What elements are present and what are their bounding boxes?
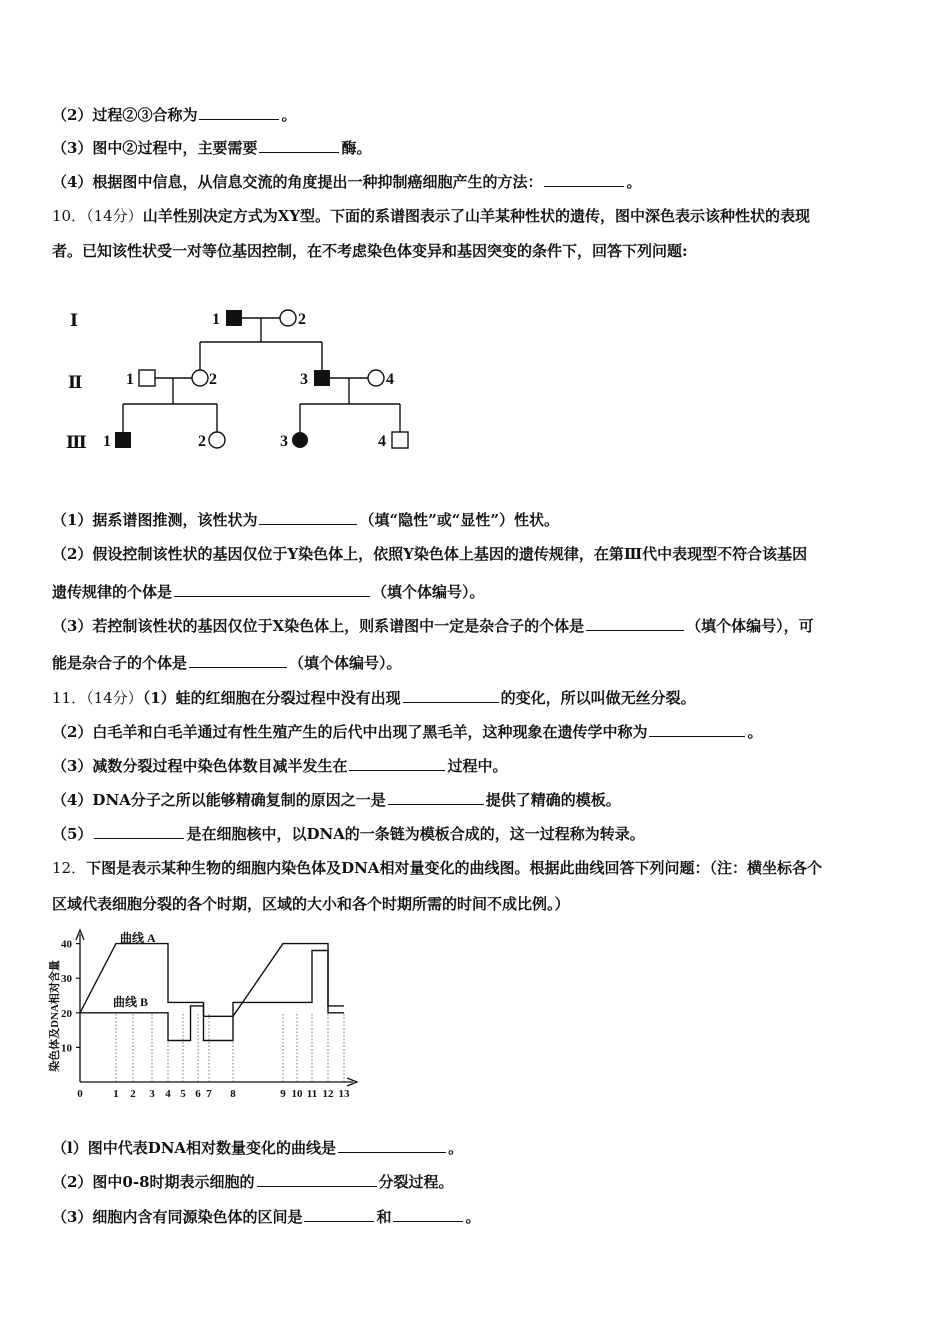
x-tick-label: 6 bbox=[195, 1088, 201, 1100]
individual-III-1-affected-male bbox=[115, 432, 131, 448]
q12-part-1: （l）图中代表DNA相对数量变化的曲线是 。 bbox=[52, 1139, 464, 1157]
answer-blank[interactable] bbox=[304, 1206, 374, 1222]
answer-blank[interactable] bbox=[393, 1206, 463, 1222]
q10-stem-1: 10．（14分）山羊性别决定方式为XY型。下面的系谱图表示了山羊某种性状的遗传，图中深色表示该种性状的表现 bbox=[52, 207, 811, 225]
individual-III-4-normal-male bbox=[392, 432, 408, 448]
individual-I-1-affected-male bbox=[226, 310, 242, 326]
q11-line-1: 11．（14分）（1）蛙的红细胞在分裂过程中没有出现 的变化，所以叫做无丝分裂。 bbox=[52, 689, 696, 707]
q12-stem-1: 12．下图是表示某种生物的细胞内染色体及DNA相对量变化的曲线图。根据此曲线回答下列问题：（注：横坐标各个 bbox=[52, 859, 822, 877]
label-II-2: 2 bbox=[209, 371, 217, 388]
answer-blank[interactable] bbox=[586, 615, 684, 631]
answer-blank[interactable] bbox=[388, 789, 484, 805]
label-I-2: 2 bbox=[298, 311, 306, 328]
x-tick-label: 1 bbox=[113, 1088, 119, 1100]
q11-line-4: （4）DNA分子之所以能够精确复制的原因之一是 提供了精确的模板。 bbox=[52, 791, 621, 809]
x-tick-label: 7 bbox=[206, 1088, 212, 1100]
answer-blank[interactable] bbox=[649, 721, 745, 737]
label-III-1: 1 bbox=[103, 433, 111, 450]
label-I-1: 1 bbox=[212, 311, 220, 328]
label-II-3: 3 bbox=[300, 371, 308, 388]
q9-line-4: （4）根据图中信息，从信息交流的角度提出一种抑制癌细胞产生的方法： 。 bbox=[52, 173, 642, 191]
series-b-label: 曲线 B bbox=[113, 995, 149, 1009]
individual-II-2-normal-female bbox=[192, 370, 208, 386]
x-tick-label: 12 bbox=[322, 1088, 334, 1100]
x-tick-label: 11 bbox=[306, 1088, 318, 1100]
chromosome-dna-chart bbox=[40, 922, 370, 1107]
q9-line-2: （2）过程②③合称为 。 bbox=[52, 106, 297, 124]
answer-blank[interactable] bbox=[259, 137, 339, 153]
answer-blank[interactable] bbox=[94, 823, 184, 839]
answer-blank[interactable] bbox=[189, 652, 287, 668]
q10-part-1: （1）据系谱图推测，该性状为 （填“隐性”或“显性”）性状。 bbox=[52, 511, 559, 529]
generation-3-label: Ⅲ bbox=[66, 433, 87, 452]
generation-2-label: Ⅱ bbox=[68, 373, 83, 392]
q9-line-3: （3）图中②过程中，主要需要 酶。 bbox=[52, 139, 372, 157]
answer-blank[interactable] bbox=[257, 1171, 377, 1187]
label-III-3: 3 bbox=[280, 433, 288, 450]
answer-blank[interactable] bbox=[199, 104, 279, 120]
q10-stem-2: 者。已知该性状受一对等位基因控制，在不考虑染色体变异和基因突变的条件下，回答下列问题: bbox=[52, 242, 688, 260]
x-tick-label: 4 bbox=[165, 1088, 171, 1100]
q10-part-3-line-1: （3）若控制该性状的基因仅位于X染色体上，则系谱图中一定是杂合子的个体是 （填个体编号），可 bbox=[52, 617, 814, 635]
label-III-4: 4 bbox=[378, 433, 386, 450]
q12-stem-2: 区域代表细胞分裂的各个时期，区域的大小和各个时期所需的时间不成比例。） bbox=[52, 895, 570, 913]
y-tick-label: 20 bbox=[61, 1007, 72, 1020]
individual-I-2-normal-female bbox=[280, 310, 296, 326]
label-III-2: 2 bbox=[198, 433, 206, 450]
q11-line-3: （3）减数分裂过程中染色体数目减半发生在 过程中。 bbox=[52, 757, 508, 775]
x-tick-label: 3 bbox=[149, 1088, 155, 1100]
chart-ylabel: 染色体及DNA相对含量 bbox=[49, 960, 61, 1072]
q12-part-3: （3）细胞内含有同源染色体的区间是 和 。 bbox=[52, 1208, 481, 1226]
individual-III-3-affected-female bbox=[292, 432, 308, 448]
q10-part-2-line-2: 遗传规律的个体是 （填个体编号）。 bbox=[52, 583, 485, 601]
y-tick-label: 40 bbox=[61, 938, 72, 951]
q10-part-3-line-2: 能是杂合子的个体是 （填个体编号）。 bbox=[52, 654, 402, 672]
individual-II-4-normal-female bbox=[368, 370, 384, 386]
individual-II-1-normal-male bbox=[139, 370, 155, 386]
x-tick-label: 8 bbox=[230, 1088, 236, 1100]
answer-blank[interactable] bbox=[259, 509, 357, 525]
x-tick-label: 10 bbox=[291, 1088, 303, 1100]
x-tick-label: 2 bbox=[130, 1088, 136, 1100]
individual-III-2-normal-female bbox=[209, 432, 225, 448]
individual-II-3-affected-male bbox=[314, 370, 330, 386]
answer-blank[interactable] bbox=[174, 581, 370, 597]
answer-blank[interactable] bbox=[403, 687, 499, 703]
x-tick-label: 13 bbox=[338, 1088, 350, 1100]
label-II-1: 1 bbox=[126, 371, 134, 388]
answer-blank[interactable] bbox=[349, 755, 445, 771]
answer-blank[interactable] bbox=[338, 1137, 446, 1153]
answer-blank[interactable] bbox=[544, 171, 624, 187]
x-tick-label: 9 bbox=[280, 1088, 286, 1100]
pedigree-diagram bbox=[50, 296, 430, 471]
q11-line-2: （2）白毛羊和白毛羊通过有性生殖产生的后代中出现了黑毛羊，这种现象在遗传学中称为 。 bbox=[52, 723, 763, 741]
q10-part-2-line-1: （2）假设控制该性状的基因仅位于Y染色体上，依照Y染色体上基因的遗传规律，在第Ⅲ代中表现型不符合该基因 bbox=[52, 545, 808, 563]
generation-1-label: Ⅰ bbox=[70, 311, 78, 330]
q11-line-5: （5） 是在细胞核中，以DNA的一条链为模板合成的，这一过程称为转录。 bbox=[52, 825, 645, 843]
series-a-label: 曲线 A bbox=[120, 931, 156, 945]
x-tick-label: 5 bbox=[180, 1088, 186, 1100]
q12-part-2: （2）图中0-8时期表示细胞的 分裂过程。 bbox=[52, 1173, 454, 1191]
y-tick-label: 10 bbox=[61, 1042, 72, 1055]
x-tick-label: 0 bbox=[77, 1088, 83, 1100]
label-II-4: 4 bbox=[386, 371, 394, 388]
y-tick-label: 30 bbox=[61, 973, 72, 986]
